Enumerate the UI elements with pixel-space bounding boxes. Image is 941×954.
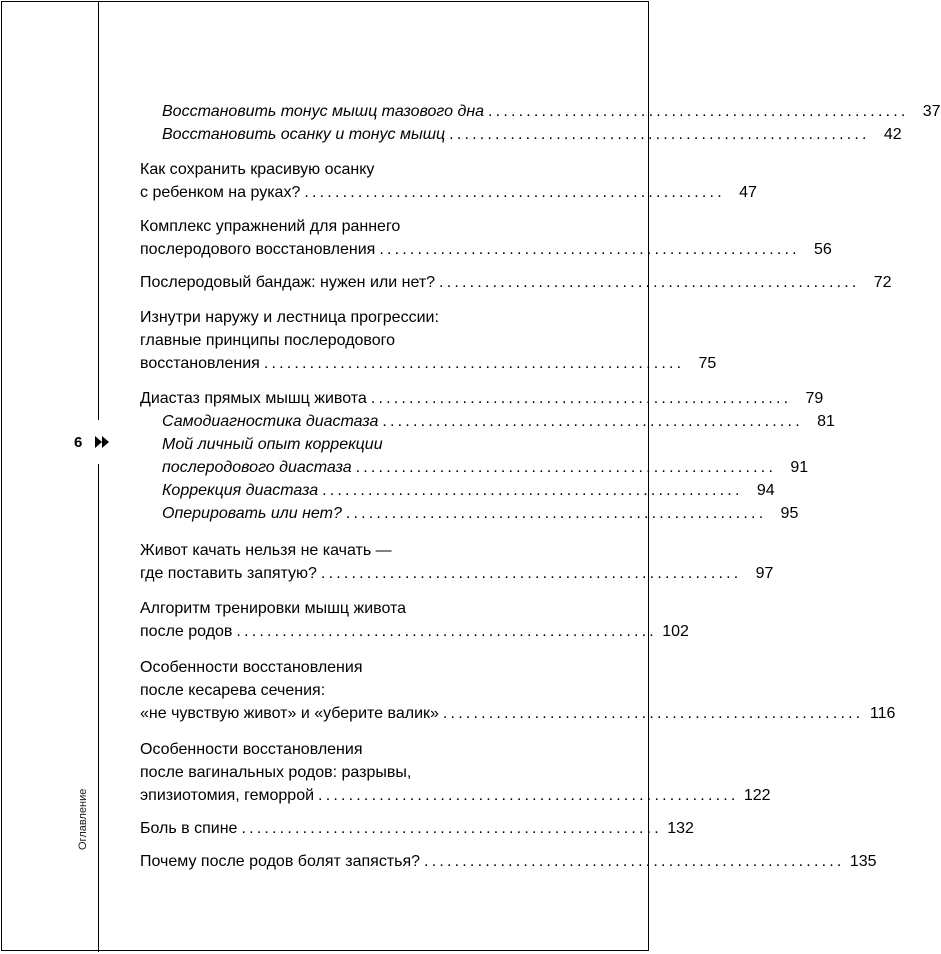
toc-entry-title: Послеродовый бандаж: нужен или нет? xyxy=(140,274,436,291)
toc-entry-title: Живот качать нельзя не качать — xyxy=(140,542,392,559)
toc-entry[interactable] xyxy=(140,539,774,585)
toc-entry[interactable] xyxy=(140,100,941,146)
toc-entry-title: «не чувствую живот» и «уберите валик» xyxy=(140,705,439,722)
toc-entry-line xyxy=(140,620,689,643)
toc-entry-title: Диастаз прямых мышц живота xyxy=(140,390,367,407)
toc-page-number: 42 xyxy=(883,126,902,143)
toc-entry-title: Комплекс упражнений для раннего xyxy=(140,218,401,235)
toc-subentry-line xyxy=(140,100,941,123)
toc-entry[interactable] xyxy=(140,738,771,807)
toc-entry-title: послеродового диастаза xyxy=(162,459,352,476)
toc-entry[interactable] xyxy=(140,656,896,725)
toc-entry-title: после родов xyxy=(140,623,233,640)
toc-entry-line xyxy=(140,387,824,410)
toc-page-number: 135 xyxy=(849,853,877,870)
toc-entry-title: Особенности восстановления xyxy=(140,741,363,758)
toc-entry-title: Оперировать или нет? xyxy=(162,505,342,522)
toc-entry-title: Самодиагностика диастаза xyxy=(162,413,379,430)
toc-entry-title: Алгоритм тренировки мышц живота xyxy=(140,600,407,617)
toc-entry-title: эпизиотомия, геморрой xyxy=(140,787,315,804)
toc-entry-line xyxy=(140,817,694,840)
toc-entry-title: Особенности восстановления xyxy=(140,659,363,676)
toc-entry-title: Восстановить осанку и тонус мышц xyxy=(162,126,446,143)
toc-page-number: 72 xyxy=(873,274,892,291)
toc-entry[interactable] xyxy=(140,215,832,261)
toc-page-number: 95 xyxy=(780,505,799,522)
toc-page-number: 116 xyxy=(869,705,896,722)
toc-entry-line xyxy=(140,597,584,620)
toc-page-number: 75 xyxy=(698,355,717,372)
toc-entry-title: Почему после родов болят запястья? xyxy=(140,853,421,870)
dot-leader: ....................................................... xyxy=(355,459,777,476)
toc-entry-line xyxy=(140,850,877,873)
toc-page-number: 79 xyxy=(805,390,824,407)
dot-leader: ....................................................... xyxy=(449,126,870,143)
toc-entry[interactable] xyxy=(140,817,694,840)
toc-page-number: 94 xyxy=(756,482,775,499)
toc-entry-title: Боль в спине xyxy=(140,820,238,837)
toc-entry-title: главные принципы послеродового xyxy=(140,332,396,349)
page-number: 6 xyxy=(74,434,83,451)
toc-entry-title: после вагинальных родов: разрывы, xyxy=(140,764,412,781)
toc-page-number: 37 xyxy=(922,103,941,120)
toc-entry-title: Изнутри наружу и лестница прогрессии: xyxy=(140,309,439,326)
toc-entry[interactable] xyxy=(140,387,835,525)
margin-rule-bottom xyxy=(98,464,99,952)
toc-entry-title: Мой личный опыт коррекции xyxy=(162,436,383,453)
dot-leader: ....................................................... xyxy=(320,565,742,582)
toc-entry-line xyxy=(140,738,584,761)
toc-page-number: 97 xyxy=(755,565,774,582)
toc-page-number: 47 xyxy=(739,184,757,201)
toc-entry-line xyxy=(140,181,757,204)
dot-leader: ....................................................... xyxy=(241,820,662,837)
toc-entry-line xyxy=(140,306,584,329)
dot-leader: ....................................................... xyxy=(322,482,743,499)
dot-leader: ....................................................... xyxy=(318,787,739,804)
toc-page-number: 91 xyxy=(790,459,809,476)
dot-leader: ....................................................... xyxy=(263,355,685,372)
toc-entry-line xyxy=(140,702,896,725)
toc-entry[interactable] xyxy=(140,306,717,375)
dot-leader: ....................................................... xyxy=(304,184,725,201)
dot-leader: ....................................................... xyxy=(382,413,803,430)
double-chevron-right-icon xyxy=(94,435,110,449)
toc-entry-title: послеродового восстановления xyxy=(140,241,376,258)
dot-leader: ....................................................... xyxy=(236,623,657,640)
toc-entry-line xyxy=(140,784,771,807)
toc-entry-line xyxy=(140,158,584,181)
toc-entry-title: где поставить запятую? xyxy=(140,565,317,582)
toc-subentry-line xyxy=(140,502,799,525)
toc-entry-line xyxy=(140,271,892,294)
toc-page-number: 102 xyxy=(662,623,689,640)
toc-subentry-line xyxy=(140,410,835,433)
dot-leader: ....................................................... xyxy=(424,853,845,870)
dot-leader: ....................................................... xyxy=(345,505,767,522)
toc-entry-title: Коррекция диастаза xyxy=(162,482,319,499)
toc-entry-title: с ребенком на руках? xyxy=(140,184,301,201)
toc-entry-title: после кесарева сечения: xyxy=(140,682,326,699)
dot-leader: ....................................................... xyxy=(379,241,800,258)
toc-entry-line xyxy=(140,238,832,261)
toc-entry-title: Восстановить тонус мышц тазового дна xyxy=(162,103,485,120)
toc-subentry-line xyxy=(140,433,584,456)
toc-page-number: 56 xyxy=(814,241,832,258)
toc-entry-line xyxy=(140,656,584,679)
toc-entry-line xyxy=(140,539,584,562)
toc-subentry-line xyxy=(140,479,775,502)
dot-leader: ....................................................... xyxy=(439,274,860,291)
dot-leader: ....................................................... xyxy=(442,705,864,722)
book-page xyxy=(1,1,941,951)
toc-entry[interactable] xyxy=(140,850,877,873)
toc-entry-line xyxy=(140,215,584,238)
toc-entry-title: Как сохранить красивую осанку xyxy=(140,161,375,178)
toc-entry[interactable] xyxy=(140,271,892,294)
section-side-label: Оглавление xyxy=(77,788,89,850)
toc-page-number: 122 xyxy=(743,787,771,804)
toc-subentry-line xyxy=(140,456,809,479)
toc-page-number: 81 xyxy=(817,413,835,430)
dot-leader: ....................................................... xyxy=(370,390,792,407)
toc-entry[interactable] xyxy=(140,597,689,643)
toc-entry-line xyxy=(140,761,584,784)
toc-entry[interactable] xyxy=(140,158,757,204)
toc-entry-line xyxy=(140,562,774,585)
toc-entry-line xyxy=(140,679,584,702)
dot-leader: ....................................................... xyxy=(488,103,909,120)
toc-subentry-line xyxy=(140,123,902,146)
toc-entry-title: восстановления xyxy=(140,355,260,372)
toc-entry-line xyxy=(140,329,584,352)
margin-rule-top xyxy=(98,2,99,420)
table-of-contents xyxy=(140,88,941,873)
toc-page-number: 132 xyxy=(667,820,694,837)
toc-entry-line xyxy=(140,352,717,375)
